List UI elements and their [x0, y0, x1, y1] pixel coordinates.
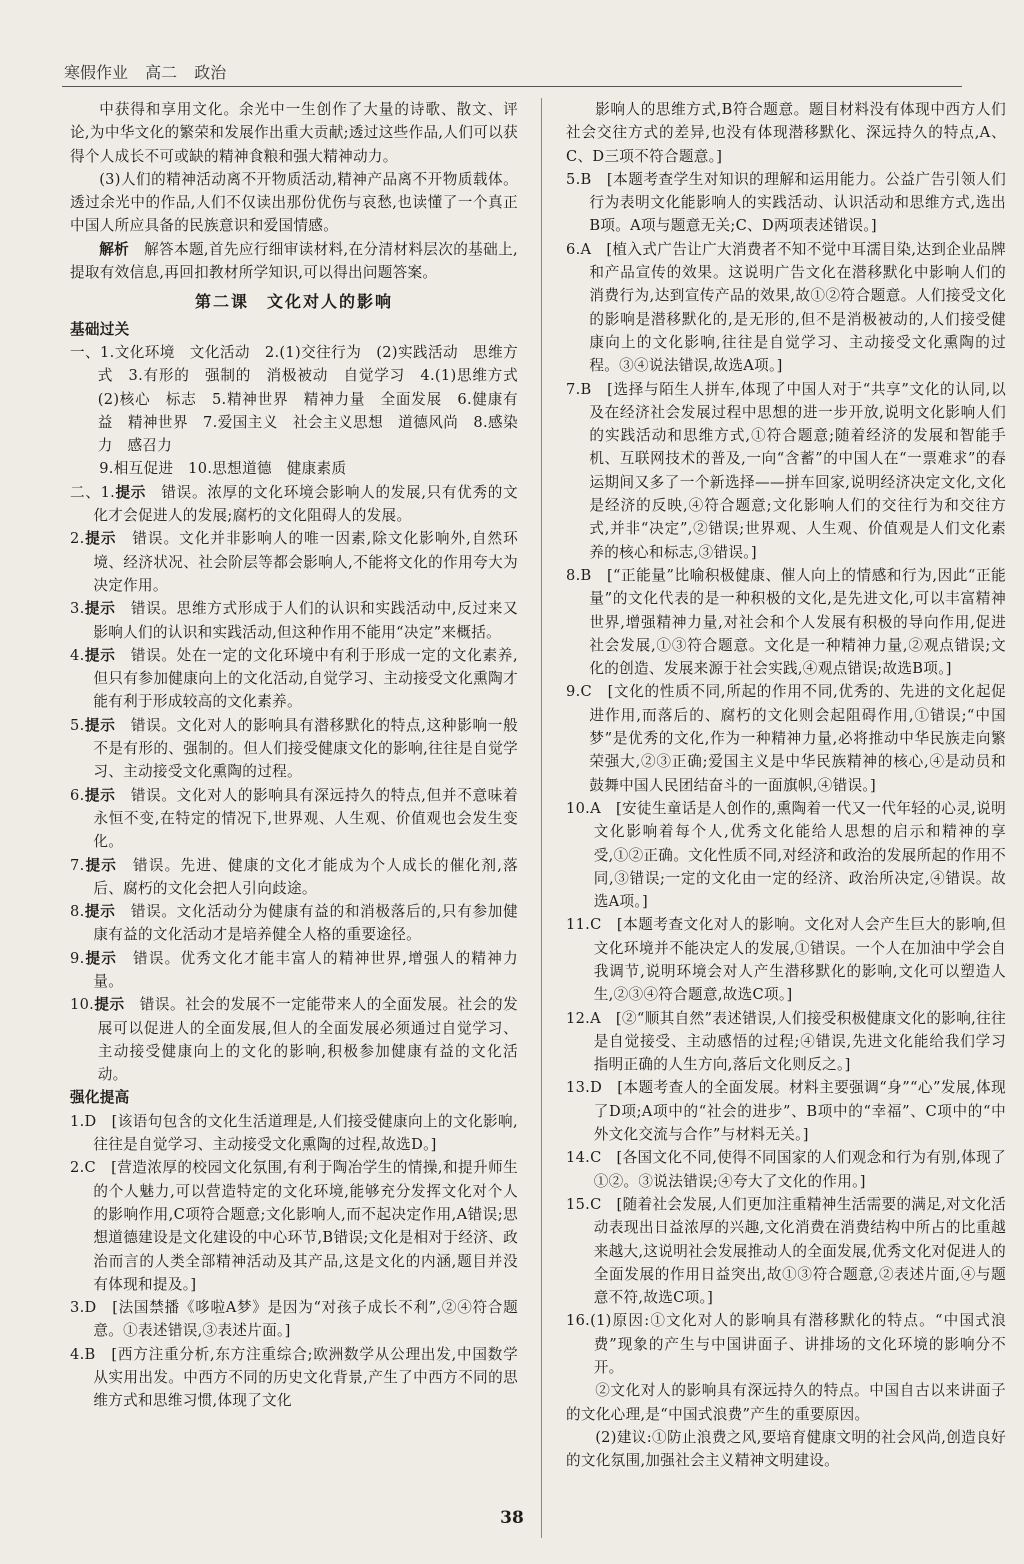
answer-item: 5.B [本题考查学生对知识的理解和运用能力。公益广告引领人们行为表明文化能影响人的实践活动、认识活动和思维方式,选出B项。A项与题意无关;C、D两项表述错误。]: [566, 170, 1006, 235]
tip-item: 10.提示 错误。社会的发展不一定能带来人的全面发展。社会的发展可以促进人的全面发展,但人的全面发展必须通过自觉学习、主动接受健康向上的文化的影响,积极参加健康有益的文化活动。: [70, 996, 518, 1084]
answer-item: 4.B [西方注重分析,东方注重综合;欧洲数学从公理出发,中国数学从实用出发。中西方不同的历史文化背景,产生了中西方不同的思维方式和思维习惯,体现了文化: [70, 1345, 518, 1410]
answer-item: 1.D [该语句包含的文化生活道理是,人们接受健康向上的文化影响,往往是自觉学习、主动接受文化熏陶的过程,故选D。]: [70, 1112, 518, 1154]
answer-item: 12.A [②“顺其自然”表述错误,人们接受积极健康文化的影响,往往是自觉接受、主动感悟的过程;④错误,先进文化能给我们学习指明正确的人生方向,落后文化则反之。]: [566, 1009, 1006, 1074]
answer-item-cont: 影响人的思维方式,B符合题意。题目材料没有体现中西方人们社会交往方式的差异,也没有体现潜移默化、深远持久的特点,A、C、D三项不符合题意。]: [566, 101, 1006, 165]
header-rule: [62, 86, 962, 87]
page-number: 38: [500, 1508, 524, 1528]
answer-item: 6.A [植入式广告让广大消费者不知不觉中耳濡目染,达到企业品牌和产品宣传的效果。这说明广告文化在潜移默化中影响人们的消费行为,达到宣传产品的效果,故①②符合题意。人们接受文化的影响是潜移默化的,是无形的,但不是消极被动的,人们接受健康向上的文化影响,往往是自觉学习、主动接受文化熏陶的过程。③④说法错误,故选A项。]: [566, 240, 1006, 375]
analysis-text: 解答本题,首先应行细审读材料,在分清材料层次的基础上,提取有效信息,再回扣教材所学知识,可以得出问题答案。: [70, 240, 518, 282]
answer-item: 7.B [选择与陌生人拼车,体现了中国人对于“共享”文化的认同,以及在经济社会发展过程中思想的进一步开放,说明文化影响人们的实践活动和思维方式,①符合题意;随着经济的发展和智能手机、互联网技术的普及,一向“含蓄”的中国人在“一票难求”的春运期间又多了一个新选择——拼车回家,说明经济决定文化,文化是经济的反映,④符合题意;文化影响人们的交往行为和交往方式,并非“决定”,②错误;世界观、人生观、价值观是人们文化素养的核心和标志,③错误。]: [566, 380, 1006, 561]
answer-item: 13.D [本题考查人的全面发展。材料主要强调“身”“心”发展,体现了D项;A项中的“社会的进步”、B项中的“幸福”、C项中的“中外文化交流与合作”与材料无关。]: [566, 1079, 1006, 1144]
answer-item: 8.B [“正能量”比喻积极健康、催人向上的情感和行为,因此“正能量”的文化代表的是一种积极的文化,是先进文化,可以丰富精神世界,增强精神力量,对社会和个人发展有积极的导向作用,促进社会发展,①③符合题意。文化是一种精神力量,②观点错误;文化的创造、发展来源于社会实践,④观点错误;故选B项。]: [566, 566, 1006, 678]
subsection-title: 强化提高: [70, 1089, 130, 1107]
tip-item: 二、1.提示 错误。浓厚的文化环境会影响人的发展,只有优秀的文化才会促进人的发展;腐朽的文化阻碍人的发展。: [70, 483, 518, 525]
section-title: 第二课 文化对人的影响: [194, 292, 393, 312]
tip-item: 3.提示 错误。思维方式形成于人们的认识和实践活动中,反过来又影响人们的认识和实践活动,但这种作用不能用“决定”来概括。: [70, 600, 518, 641]
answer-item-cont: (2)建议:①防止浪费之风,要培育健康文明的社会风尚,创造良好的文化氛围,加强社会主义精神文明建设。: [566, 1428, 1006, 1470]
analysis-paragraph: [70, 238, 518, 285]
answer-paragraph: (3)人们的精神活动离不开物质活动,精神产品离不开物质载体。透过余光中的作品,人们不仅读出那份优伤与哀愁,也读懂了一个真正中国人所应具备的民族意识和爱国情感。: [70, 170, 518, 235]
analysis-label: 解析: [99, 240, 130, 258]
subsection-title: 基础过关: [70, 320, 130, 338]
answer-item: 16.(1)原因:①文化对人的影响具有潜移默化的特点。“中国式浪费”现象的产生与中国讲面子、讲排场的文化环境的影响分不开。: [566, 1312, 1006, 1377]
tip-item: 9.提示 错误。优秀文化才能丰富人的精神世界,增强人的精神力量。: [70, 949, 518, 990]
answer-item: 15.C [随着社会发展,人们更加注重精神生活需要的满足,对文化活动表现出日益浓厚的兴趣,文化消费在消费结构中所占的比重越来越大,这说明社会发展推动人的全面发展,优秀文化对促进人的全面发展的作用日益突出,故①③符合题意,②表述片面,④与题意不符,故选C项。]: [566, 1195, 1006, 1307]
header-subject: 政治: [194, 63, 227, 82]
answer-paragraph: 中获得和享用文化。余光中一生创作了大量的诗歌、散文、评论,为中华文化的繁荣和发展作出重大贡献;透过这些作品,人们可以获得个人成长不可或缺的精神食粮和强大精神动力。: [70, 101, 518, 165]
column-divider: [541, 98, 542, 1538]
tip-item: 4.提示 错误。处在一定的文化环境中有利于形成一定的文化素养,但只有参加健康向上的文化活动,自觉学习、主动接受文化熏陶才能有利于形成较高的文化素养。: [70, 646, 518, 711]
tip-item: 8.提示 错误。文化活动分为健康有益的和消极落后的,只有参加健康有益的文化活动才是培养健全人格的重要途径。: [70, 903, 518, 944]
header-grade: 高二: [145, 63, 178, 82]
right-column: [566, 98, 1006, 1473]
answer-item: 14.C [各国文化不同,使得不同国家的人们观念和行为有别,体现了①②。③说法错误;④夸大了文化的作用。]: [566, 1149, 1006, 1190]
answer-item: 3.D [法国禁播《哆啦A梦》是因为“对孩子成长不利”,②④符合题意。①表述错误,③表述片面。]: [70, 1299, 518, 1340]
tip-item: 5.提示 错误。文化对人的影响具有潜移默化的特点,这种影响一般不是有形的、强制的。但人们接受健康文化的影响,往往是自觉学习、主动接受文化熏陶的过程。: [70, 716, 518, 781]
answer-item: 11.C [本题考查文化对人的影响。文化对人会产生巨大的影响,但文化环境并不能决定人的发展,①错误。一个人在加油中学会自我调节,说明环境会对人产生潜移默化的影响,文化可以塑造人生,②③④符合题意,故选C项。]: [566, 916, 1006, 1004]
answer-item: 2.C [营造浓厚的校园文化氛围,有利于陶冶学生的情操,和提升师生的个人魅力,可以营造特定的文化环境,能够充分发挥文化对个人的影响作用,C项符合题意;文化影响人,而不起决定作用,A错误;思想道德建设是文化建设的中心环节,B错误;文化是相对于经济、政治而言的人类全部精神活动及其产品,这是文化的内涵,题目并没有体现和提及。]: [70, 1159, 518, 1293]
tip-item: 2.提示 错误。文化并非影响人的唯一因素,除文化影响外,自然环境、经济状况、社会阶层等都会影响人,不能将文化的作用夸大为决定作用。: [70, 530, 518, 594]
header-book: 寒假作业: [64, 63, 129, 82]
left-column: [70, 98, 533, 1413]
answer-item: 9.C [文化的性质不同,所起的作用不同,优秀的、先进的文化起促进作用,而落后的、腐朽的文化则会起阻碍作用,①错误;“中国梦”是优秀的文化,作为一种精神力量,必将推动中华民族走向繁荣强大,②③正确;爱国主义是中华民族精神的核心,④是动员和鼓舞中国人民团结奋斗的一面旗帜,④错误。]: [566, 683, 1006, 794]
running-header: [64, 60, 238, 83]
tip-item: 7.提示 错误。先进、健康的文化才能成为个人成长的催化剂,落后、腐朽的文化会把人引向歧途。: [70, 856, 518, 897]
tip-item: 6.提示 错误。文化对人的影响具有深远持久的特点,但并不意味着永恒不变,在特定的情况下,世界观、人生观、价值观也会发生变化。: [70, 786, 518, 851]
answer-item: 10.A [安徒生童话是人创作的,熏陶着一代又一代年轻的心灵,说明文化影响着每个人,优秀文化能给人思想的启示和精神的享受,①②正确。文化性质不同,对经济和政治的发展所起的作用不同,③错误;一定的文化由一定的经济、政治所决定,④错误。故选A项。]: [566, 799, 1006, 911]
answer-item-cont: ②文化对人的影响具有深远持久的特点。中国自古以来讲面子的文化心理,是“中国式浪费”产生的重要原因。: [566, 1382, 1006, 1423]
fill-answers-cont: 9.相互促进 10.思想道德 健康素质: [99, 460, 347, 478]
fill-answers: 一、1.文化环境 文化活动 2.(1)交往行为 (2)实践活动 思维方式 3.有形的 强制的 消极被动 自觉学习 4.(1)思维方式 (2)核心 标志 5.精神世界 精神力量 全面发展 6.健康有益 精神世界 7.爱国主义 社会主义思想 道德风尚 8.感染力 感召力: [70, 343, 533, 455]
